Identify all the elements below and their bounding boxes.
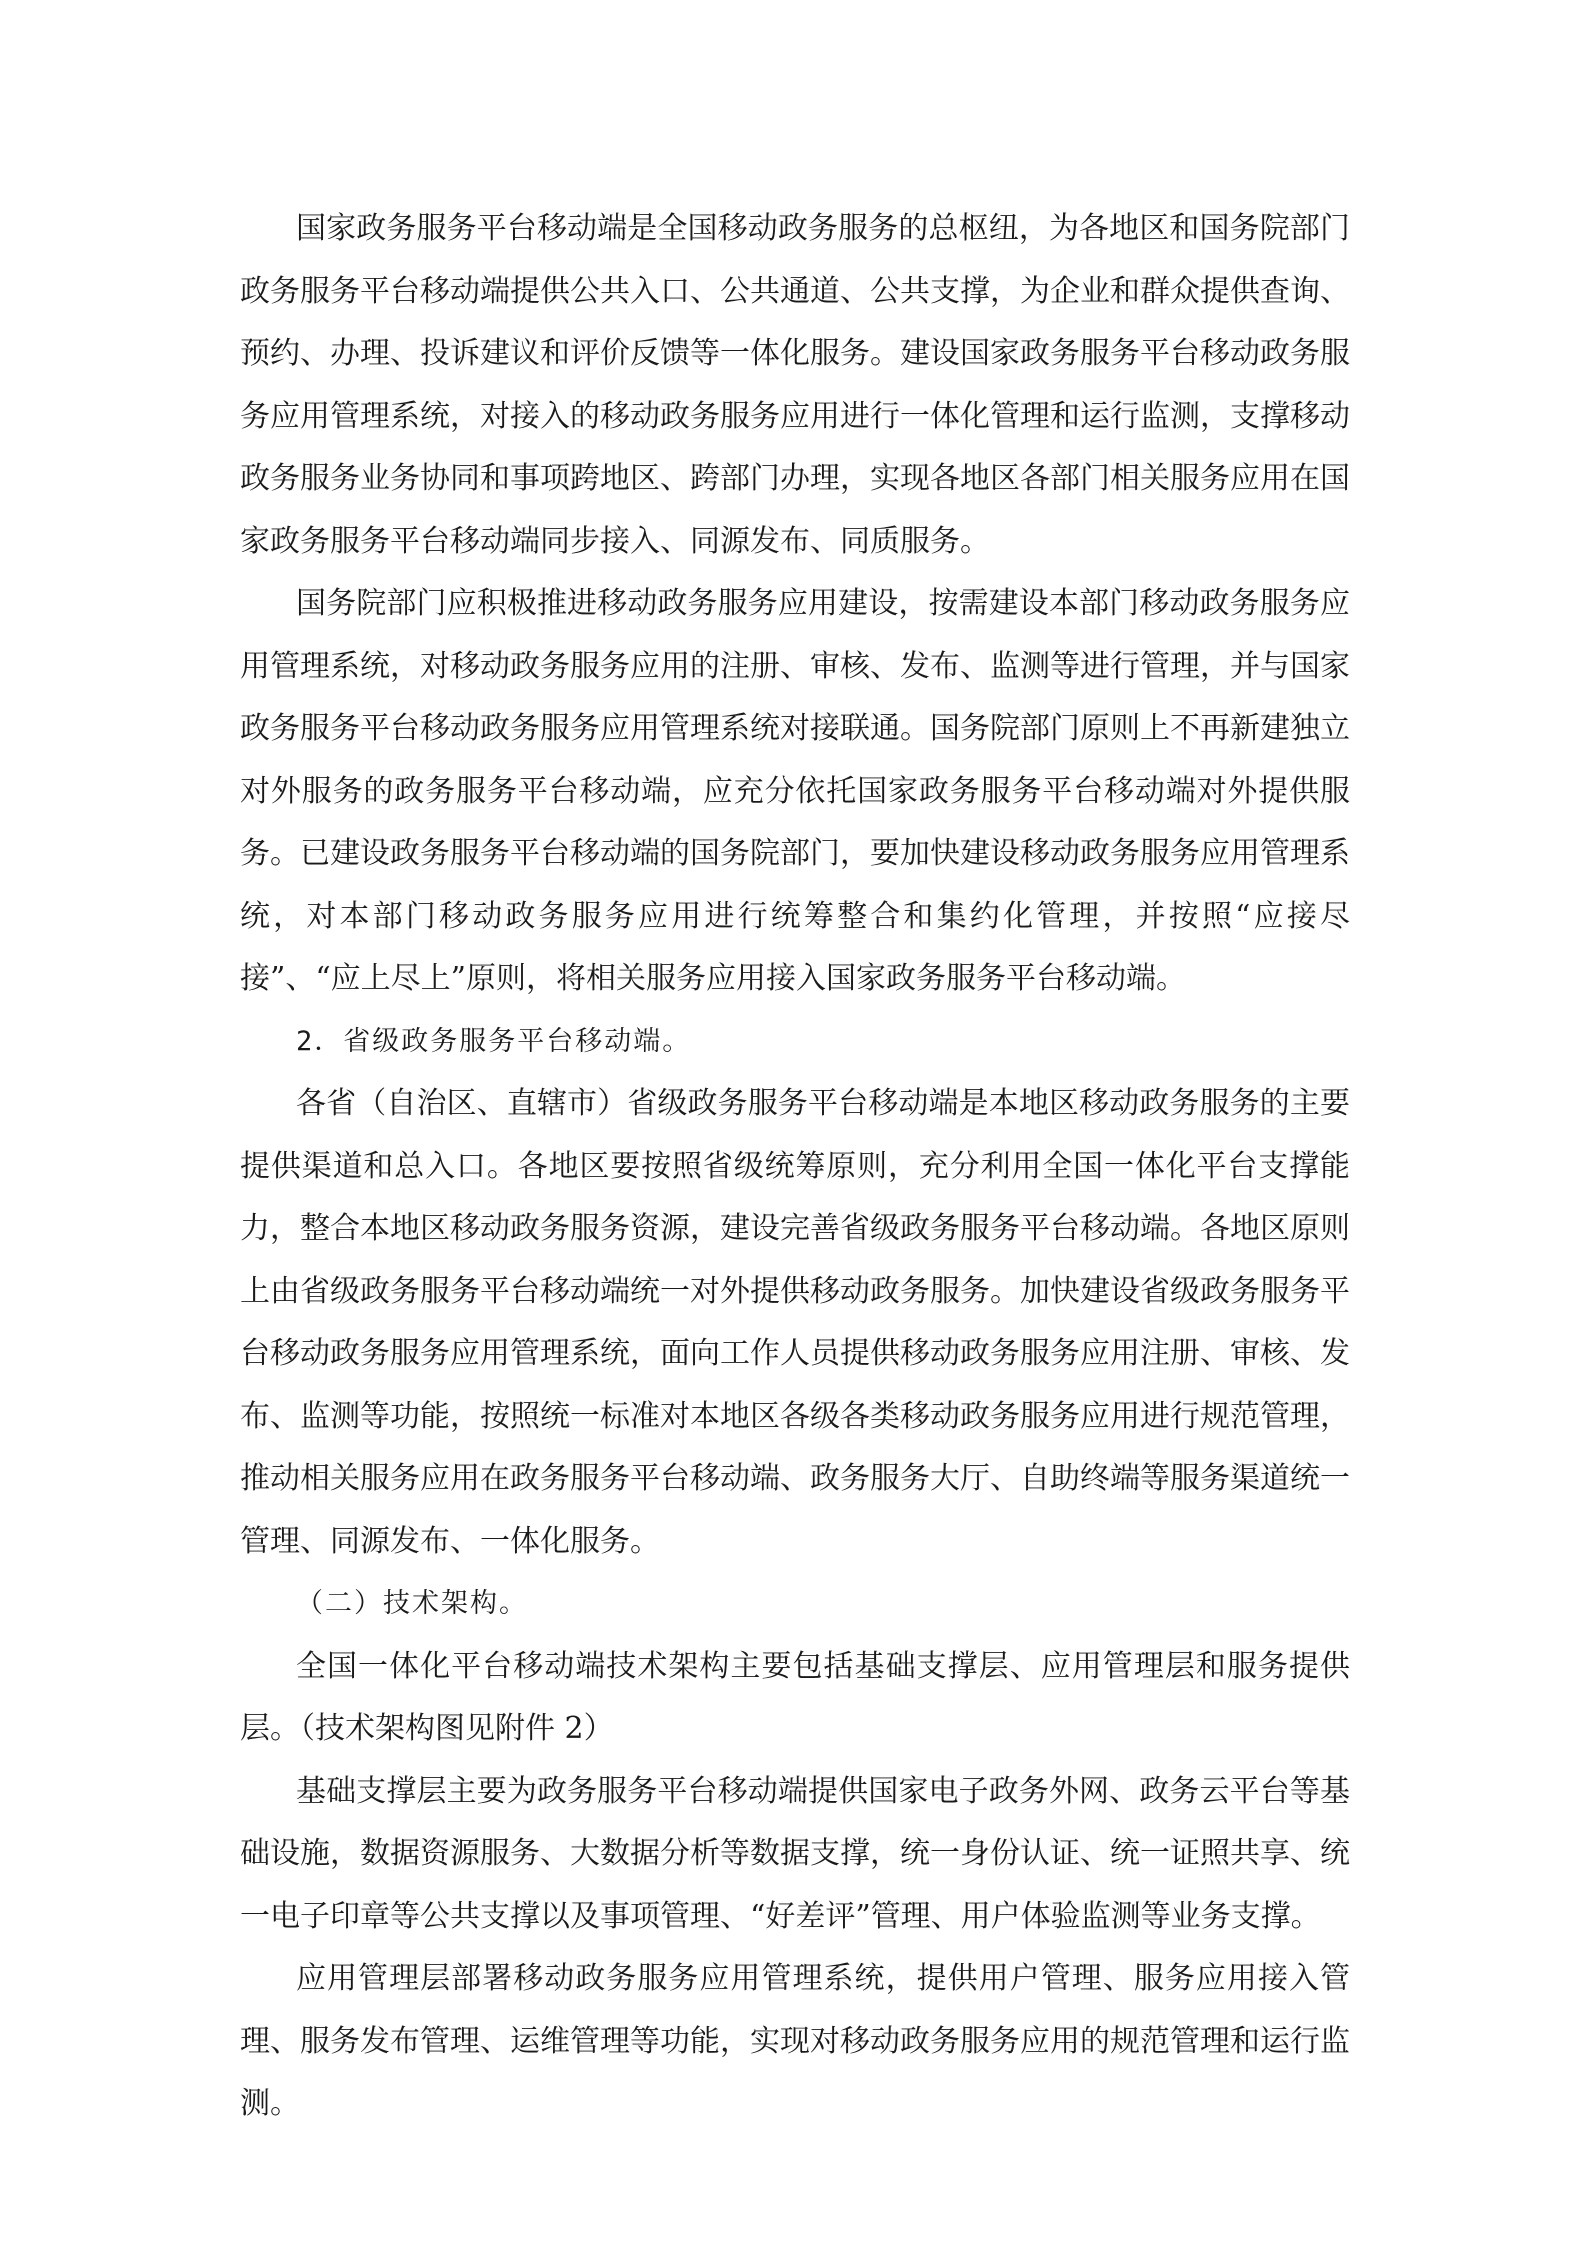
section-heading-technical-architecture: （二）技术架构。 — [296, 1588, 528, 1619]
paragraph-infrastructure-layer: 基础支撑层主要为政务服务平台移动端提供国家电子政务外网、政务云平台等基础设施，数据资源服务、大数据分析等数据支撑，统一身份认证、统一证照共享、统一电子印章等公共支撑以及事项管理、“好差评”管理、用户体验监测等业务支撑。 — [240, 1773, 1350, 1934]
paragraph-application-management-layer: 应用管理层部署移动政务服务应用管理系统，提供用户管理、服务应用接入管理、服务发布管理、运维管理等功能，实现对移动政务服务应用的规范管理和运行监测。 — [240, 1961, 1350, 2121]
section-heading-provincial-mobile-platform: 2．省级政务服务平台移动端。 — [296, 1025, 692, 1057]
paragraph-national-mobile-platform: 国家政务服务平台移动端是全国移动政务服务的总枢纽，为各地区和国务院部门政务服务平台移动端提供公共入口、公共通道、公共支撑，为企业和群众提供查询、预约、办理、投诉建议和评价反馈等一体化服务。建设国家政务服务平台移动政务服务应用管理系统，对接入的移动政务服务应用进行一体化管理和运行监测，支撑移动政务服务业务协同和事项跨地区、跨部门办理，实现各地区各部门相关服务应用在国家政务服务平台移动端同步接入、同源发布、同质服务。 — [240, 211, 1350, 559]
paragraph-state-council-departments: 国务院部门应积极推进移动政务服务应用建设，按需建设本部门移动政务服务应用管理系统，对移动政务服务应用的注册、审核、发布、监测等进行管理，并与国家政务服务平台移动政务服务应用管理系统对接联通。国务院部门原则上不再新建独立对外服务的政务服务平台移动端，应充分依托国家政务服务平台移动端对外提供服务。已建设政务服务平台移动端的国务院部门，要加快建设移动政务服务应用管理系统，对本部门移动政务服务应用进行统筹整合和集约化管理，并按照“应接尽接”、“应上尽上”原则，将相关服务应用接入国家政务服务平台移动端。 — [240, 586, 1350, 996]
document-page — [240, 198, 1350, 2136]
paragraph-architecture-overview: 全国一体化平台移动端技术架构主要包括基础支撑层、应用管理层和服务提供层。（技术架构图见附件 2） — [240, 1648, 1350, 1746]
paragraph-provincial-mobile-platform: 各省（自治区、直辖市）省级政务服务平台移动端是本地区移动政务服务的主要提供渠道和总入口。各地区要按照省级统筹原则，充分利用全国一体化平台支撑能力，整合本地区移动政务服务资源，建设完善省级政务服务平台移动端。各地区原则上由省级政务服务平台移动端统一对外提供移动政务服务。加快建设省级政务服务平台移动政务服务应用管理系统，面向工作人员提供移动政务服务应用注册、审核、发布、监测等功能，按照统一标准对本地区各级各类移动政务服务应用进行规范管理，推动相关服务应用在政务服务平台移动端、政务服务大厅、自助终端等服务渠道统一管理、同源发布、一体化服务。 — [240, 1086, 1350, 1559]
